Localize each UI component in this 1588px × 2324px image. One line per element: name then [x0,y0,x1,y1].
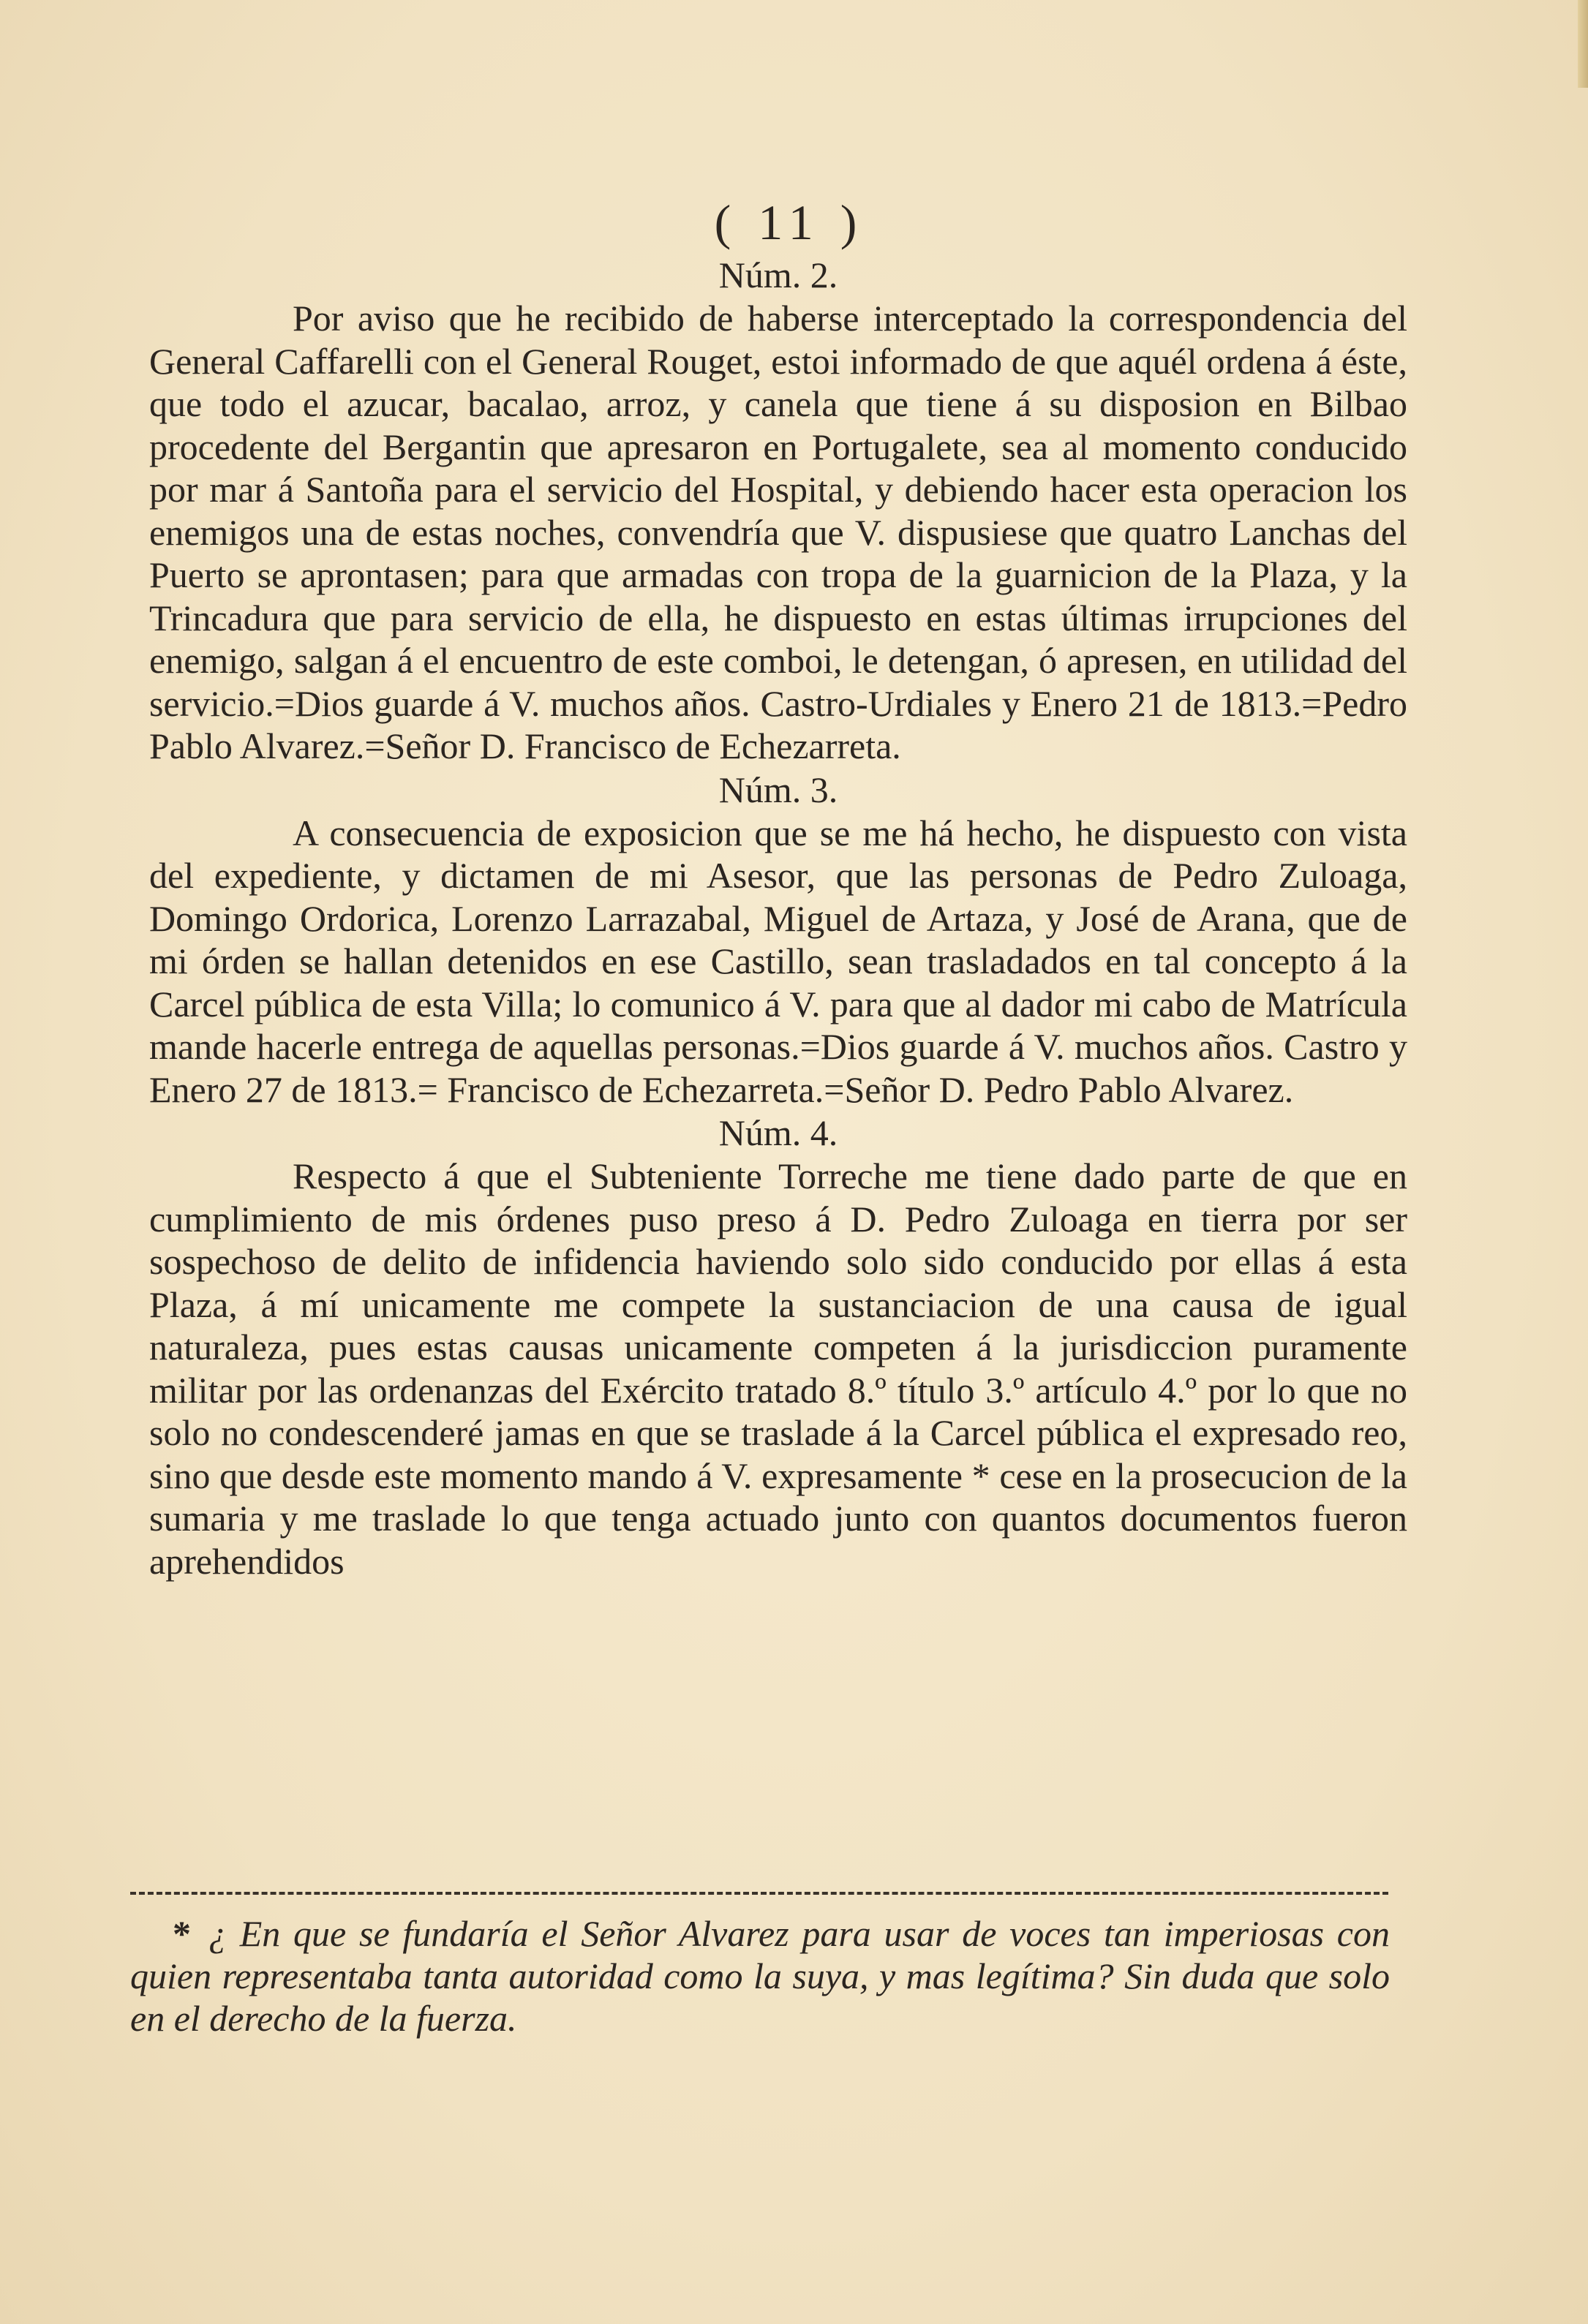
section-body-3: A consecuencia de exposicion que se me há hecho, he dispuesto con vista del expediente, y dictamen de mi Asesor, que las personas de Pedro Zuloaga, Domingo Ordorica, Lorenzo Larrazabal, Miguel de Artaza, y José de Arana, que de mi órden se hallan detenidos en ese Castillo, sean trasladados en tal concepto á la Carcel pública de esta Villa; lo comunico á V. para que al dador mi cabo de Matrícula mande hacerle entrega de aquellas personas.=Dios guarde á V. muchos años. Castro y Enero 27 de 1813.= Francisco de Echezarreta.=Señor D. Pedro Pablo Alvarez. [149,812,1407,1110]
footnote [130,1912,1390,2040]
section-heading-3: Núm. 3. [718,769,838,810]
main-text [149,197,1407,1582]
footnote-mark: * [173,1913,191,1954]
page-edge [1578,0,1588,88]
section-body-4: Respecto á que el Subteniente Torreche me tiene dado parte de que en cumplimiento de mis órdenes puso preso á D. Pedro Zuloaga en tierra por ser sospechoso de delito de infidencia haviendo solo sido conducido por ellas á esta Plaza, á mí unicamente me compete la sustanciacion de una causa de igual naturaleza, pues estas causas unicamente competen á la jurisdiccion puramente militar por las ordenanzas del Exército tratado 8.º título 3.º artículo 4.º por lo que no solo no condescenderé jamas en que se traslade á la Carcel pública el expresado reo, sino que desde este momento mando á V. expresamente * cese en la prosecucion de la sumaria y me traslade lo que tenga actuado junto con quantos documentos fueron aprehendidos [149,1155,1407,1582]
footnote-rule [130,1892,1388,1895]
page-number: ( 11 ) [714,195,865,250]
section-body-2: Por aviso que he recibido de haberse interceptado la correspondencia del General Caffarelli con el General Rouget, estoi informado de que aquél ordena á éste, que todo el azucar, bacalao, arroz, y canela que tiene á su disposion en Bilbao procedente del Bergantin que apresaron en Portugalete, sea al momento conducido por mar á Santoña para el servicio del Hospital, y debiendo hacer esta operacion los enemigos una de estas noches, convendría que V. dispusiese que quatro Lanchas del Puerto se aprontasen; para que armadas con tropa de la guarnicion de la Plaza, y la Trincadura que para servicio de ella, he dispuesto en estas últimas irrupciones del enemigo, salgan á el encuentro de este comboi, le detengan, ó apresen, en utilidad del servicio.=Dios guarde á V. muchos años. Castro-Urdiales y Enero 21 de 1813.=Pedro Pablo Alvarez.=Señor D. Francisco de Echezarreta. [149,298,1407,766]
section-heading-4: Núm. 4. [718,1112,838,1153]
section-heading-2: Núm. 2. [718,254,838,295]
footnote-text: ¿ En que se fundaría el Señor Alvarez para usar de voces tan imperiosas con quien representaba tanta autoridad como la suya, y mas legítima? Sin duda que solo en el derecho de la fuerza. [130,1913,1390,2039]
